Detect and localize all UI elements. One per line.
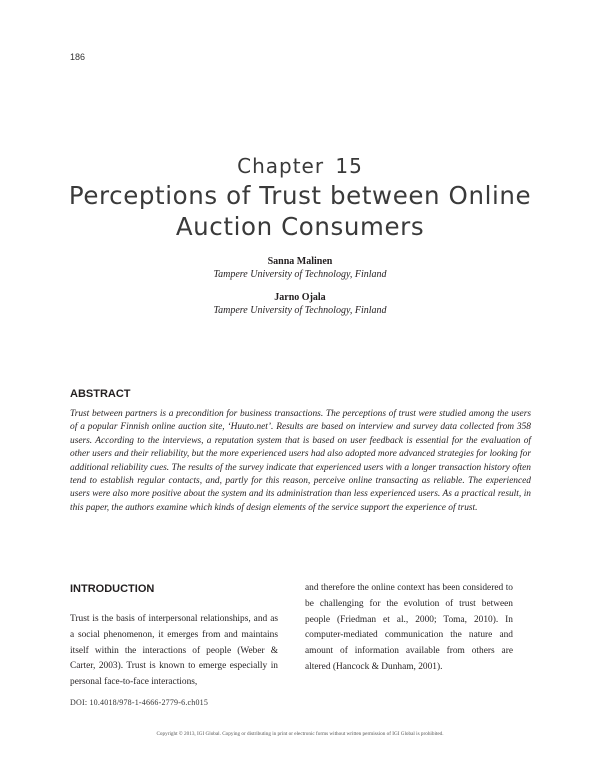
- abstract-heading: ABSTRACT: [70, 388, 131, 400]
- copyright-notice: Copyright © 2013, IGI Global. Copying or distributing in print or electronic forms without written permission of IGI Global is prohibited.: [156, 731, 444, 737]
- author-block: [0, 255, 600, 281]
- page-number: 186: [70, 52, 86, 62]
- introduction-heading: INTRODUCTION: [70, 583, 155, 595]
- doi: DOI: 10.4018/978-1-4666-2779-6.ch015: [70, 698, 209, 707]
- author-name: Sanna Malinen: [267, 256, 333, 267]
- introduction-right-column: and therefore the online context has been considered to be challenging for the evolution of trust between people (Friedman et al., 2000; Toma, 2010). In computer-mediated communication the nature and amount of information available from others are altered (Hancock & Dunham, 2001).: [305, 583, 513, 672]
- author-block: [0, 291, 600, 317]
- author-name: Jarno Ojala: [274, 292, 326, 303]
- chapter-title: Perceptions of Trust between Online Auction Consumers: [68, 181, 532, 241]
- author-affiliation: Tampere University of Technology, Finland: [213, 305, 387, 316]
- abstract-body: Trust between partners is a precondition for business transactions. The perceptions of trust were studied among the users of a popular Finnish online auction site, ‘Huuto.net’. Results are based on interview and survey data collected from 358 users. According to the interviews, a reputation system that is based on user feedback is essential for the evaluation of other users and their reliability, but the more experienced users had also adopted more advanced strategies for looking for additional reliability cues. The results of the survey indicate that experienced users with a longer transaction history often tend to establish regular contacts, and, partly for this reason, perceive online transacting as reliable. The experienced users were also more positive about the system and its administration than less experienced users. As a practical result, in this paper, the authors examine which kinds of design elements of the service support the experience of trust.: [70, 409, 531, 513]
- chapter-label: Chapter 15: [237, 154, 363, 178]
- author-affiliation: Tampere University of Technology, Finland: [213, 269, 387, 280]
- introduction-left-column: Trust is the basis of interpersonal relationships, and as a social phenomenon, it emerges from and maintains itself within the interactions of people (Weber & Carter, 2003). Trust is known to emerge especially in personal face-to-face interactions,: [70, 614, 278, 688]
